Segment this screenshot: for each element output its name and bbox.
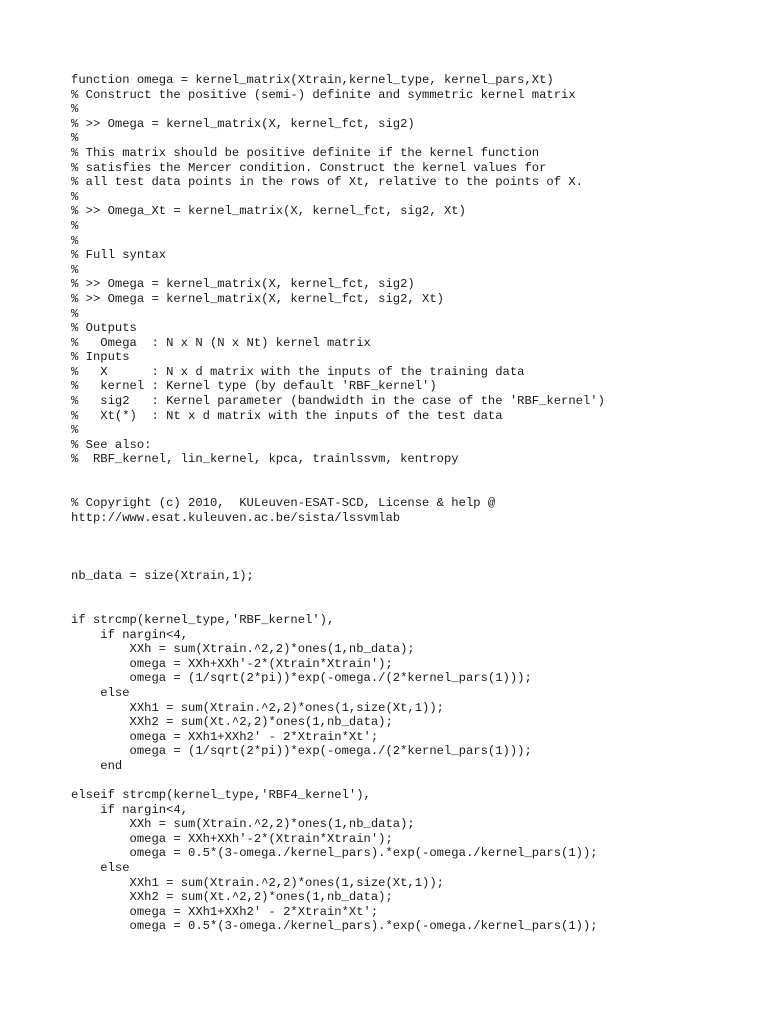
code-line: XXh2 = sum(Xt.^2,2)*ones(1,nb_data);	[71, 890, 393, 905]
code-line: omega = (1/sqrt(2*pi))*exp(-omega./(2*kernel_pars(1)));	[71, 671, 532, 686]
code-line	[71, 555, 751, 570]
code-line: if strcmp(kernel_type,'RBF_kernel'),	[71, 612, 335, 627]
code-line: % RBF_kernel, lin_kernel, kpca, trainlssvm, kentropy	[71, 452, 459, 467]
code-line: else	[71, 685, 130, 700]
code-line: omega = XXh1+XXh2' - 2*Xtrain*Xt';	[71, 904, 379, 919]
code-line: % Construct the positive (semi-) definite and symmetric kernel matrix	[71, 87, 576, 102]
code-line: omega = XXh+XXh'-2*(Xtrain*Xtrain');	[71, 656, 393, 671]
code-line: % See also:	[71, 437, 152, 452]
code-line: % kernel : Kernel type (by default 'RBF_kernel')	[71, 379, 437, 394]
code-line: end	[71, 758, 123, 773]
code-line: %	[71, 218, 79, 233]
code-line	[71, 540, 751, 555]
code-line: XXh = sum(Xtrain.^2,2)*ones(1,nb_data);	[71, 817, 415, 832]
code-line: %	[71, 233, 79, 248]
code-line: omega = XXh1+XXh2' - 2*Xtrain*Xt';	[71, 729, 379, 744]
code-line: omega = XXh+XXh'-2*(Xtrain*Xtrain');	[71, 831, 393, 846]
code-line: XXh = sum(Xtrain.^2,2)*ones(1,nb_data);	[71, 642, 415, 657]
code-line	[71, 774, 751, 789]
code-line	[71, 482, 751, 497]
code-line: if nargin<4,	[71, 627, 189, 642]
code-line: %	[71, 423, 79, 438]
code-line: omega = (1/sqrt(2*pi))*exp(-omega./(2*kernel_pars(1)));	[71, 744, 532, 759]
code-line: XXh1 = sum(Xtrain.^2,2)*ones(1,size(Xt,1));	[71, 875, 444, 890]
code-line: % >> Omega = kernel_matrix(X, kernel_fct, sig2, Xt)	[71, 291, 444, 306]
code-line: XXh2 = sum(Xt.^2,2)*ones(1,nb_data);	[71, 715, 393, 730]
code-line: %	[71, 306, 79, 321]
code-line: %	[71, 102, 79, 117]
code-line: else	[71, 861, 130, 876]
code-line: % >> Omega = kernel_matrix(X, kernel_fct, sig2)	[71, 116, 415, 131]
code-line: if nargin<4,	[71, 802, 189, 817]
code-line: function omega = kernel_matrix(Xtrain,kernel_type, kernel_pars,Xt)	[71, 73, 554, 87]
code-line: http://www.esat.kuleuven.ac.be/sista/lssvmlab	[71, 510, 401, 525]
code-line: omega = 0.5*(3-omega./kernel_pars).*exp(-omega./kernel_pars(1));	[71, 846, 598, 861]
code-line: % Copyright (c) 2010, KULeuven-ESAT-SCD, License & help @	[71, 496, 496, 511]
code-line: % sig2 : Kernel parameter (bandwidth in the case of the 'RBF_kernel')	[71, 394, 605, 409]
code-line: % Outputs	[71, 321, 137, 336]
code-line: XXh1 = sum(Xtrain.^2,2)*ones(1,size(Xt,1));	[71, 700, 444, 715]
code-line: %	[71, 189, 79, 204]
code-line	[71, 467, 751, 482]
code-listing	[71, 73, 751, 934]
code-line: % Inputs	[71, 350, 130, 365]
code-line: % This matrix should be positive definite if the kernel function	[71, 145, 540, 160]
code-line: % >> Omega = kernel_matrix(X, kernel_fct, sig2)	[71, 277, 415, 292]
code-line: %	[71, 262, 79, 277]
code-line: elseif strcmp(kernel_type,'RBF4_kernel'),	[71, 788, 371, 803]
code-line: % Omega : N x N (N x Nt) kernel matrix	[71, 335, 371, 350]
code-line: omega = 0.5*(3-omega./kernel_pars).*exp(-omega./kernel_pars(1));	[71, 919, 598, 934]
code-line: %	[71, 131, 79, 146]
code-line	[71, 598, 751, 613]
code-line: nb_data = size(Xtrain,1);	[71, 569, 254, 584]
code-line: % >> Omega_Xt = kernel_matrix(X, kernel_fct, sig2, Xt)	[71, 204, 466, 219]
code-line: % satisfies the Mercer condition. Construct the kernel values for	[71, 160, 547, 175]
code-line: % X : N x d matrix with the inputs of the training data	[71, 364, 525, 379]
code-line	[71, 584, 751, 599]
code-line: % Full syntax	[71, 248, 167, 263]
code-line: % all test data points in the rows of Xt, relative to the points of X.	[71, 175, 583, 190]
code-line: % Xt(*) : Nt x d matrix with the inputs of the test data	[71, 408, 503, 423]
code-line	[71, 525, 751, 540]
